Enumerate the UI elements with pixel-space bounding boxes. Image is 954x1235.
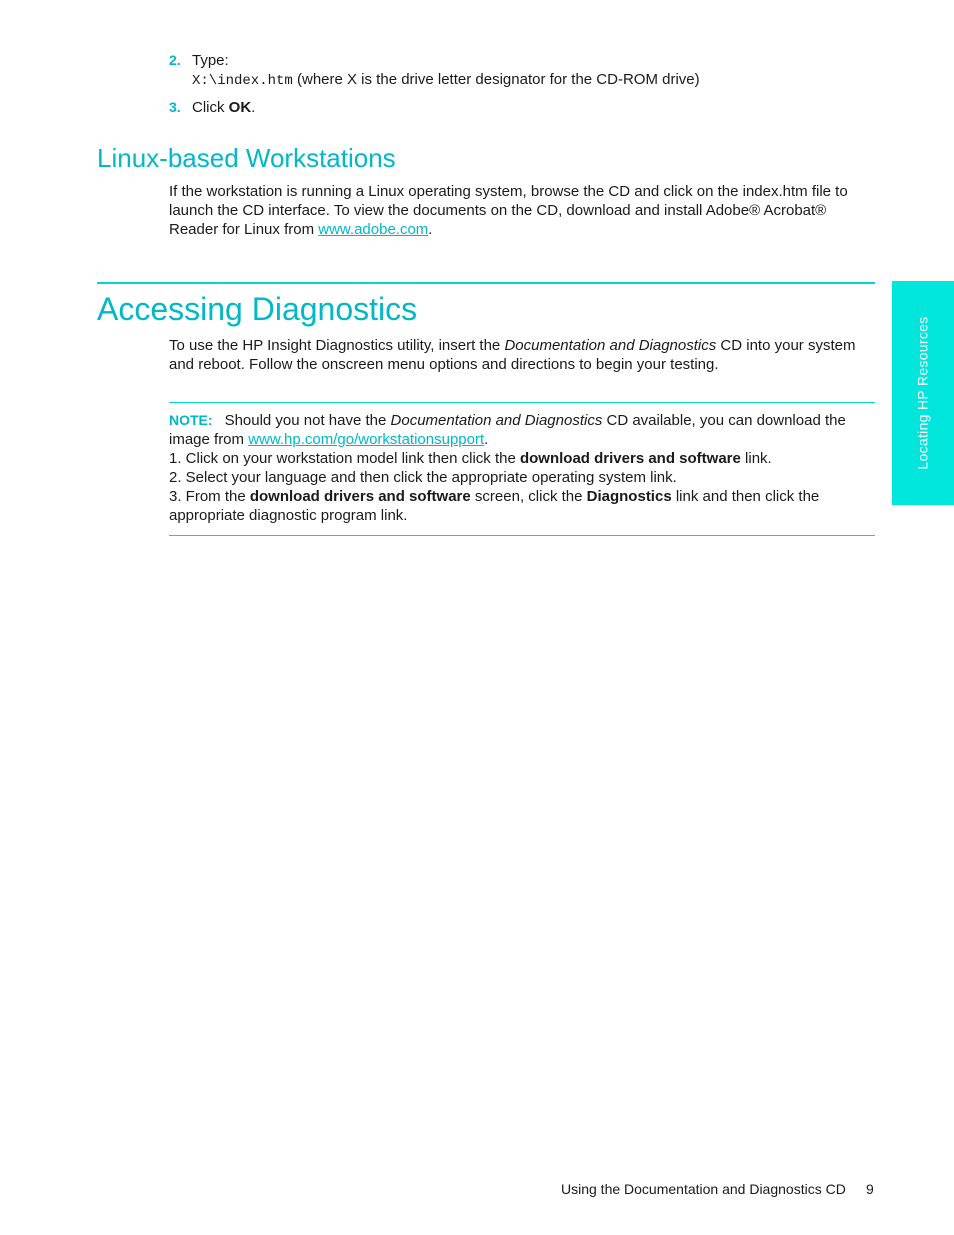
step-2 — [169, 51, 181, 70]
bold-term-2: Diagnostics — [586, 488, 672, 505]
section-rule — [97, 282, 875, 284]
note-top-rule — [169, 402, 875, 403]
linux-text: If the workstation is running a Linux operating system, browse the CD and click on the index.htm file to launch the CD interface. To view the documents on the CD, download and install Adobe® Acrobat® Reader for Linux from — [169, 183, 848, 238]
note-step-text-2: screen, click the — [470, 488, 587, 505]
note-step-text: 1. Click on your workstation model link then click the — [169, 450, 520, 467]
linux-paragraph — [169, 182, 875, 239]
diag-text: To use the HP Insight Diagnostics utility, insert the — [169, 337, 505, 354]
note-bottom-rule — [169, 535, 875, 536]
step-label: Type: — [192, 52, 229, 69]
note-step-text-3: link and then click the appropriate diagnostic program link. — [169, 488, 820, 524]
side-tab — [892, 281, 954, 505]
note-step-text: 3. From the — [169, 488, 250, 505]
step-note: (where X is the drive letter designator for the CD-ROM drive) — [292, 71, 700, 88]
adobe-link[interactable]: www.adobe.com — [318, 221, 429, 238]
hp-support-link[interactable]: www.hp.com/go/workstationsupport — [248, 431, 485, 448]
note-label: NOTE: — [169, 412, 213, 428]
note-text: Should you not have the — [224, 412, 391, 429]
note-step-text-2: link. — [740, 450, 772, 467]
note-text-2: CD available, you can download the image from — [169, 412, 846, 448]
footer-title: Using the Documentation and Diagnostics CD — [561, 1181, 846, 1197]
code-path: X:\index.htm — [192, 73, 293, 89]
note-step-1 — [169, 449, 875, 468]
diagnostics-heading: Accessing Diagnostics — [97, 291, 418, 327]
step-2-body — [192, 51, 882, 91]
step-command — [192, 70, 882, 91]
punct: . — [484, 431, 489, 448]
punct: . — [251, 99, 256, 116]
diag-text-2: CD into your system and reboot. Follow the onscreen menu options and directions to begin your testing. — [169, 337, 856, 373]
linux-heading: Linux-based Workstations — [97, 143, 396, 173]
cd-title: Documentation and Diagnostics — [504, 337, 717, 354]
note-line-1 — [169, 411, 875, 449]
bold-term: download drivers and software — [249, 488, 471, 505]
step-3 — [169, 98, 181, 117]
note-step-2: 2. Select your language and then click the appropriate operating system link. — [169, 469, 677, 486]
step-3-body — [192, 98, 255, 117]
note-box — [169, 411, 875, 525]
step-label: Click — [192, 99, 229, 116]
page-number: 9 — [866, 1181, 874, 1197]
step-number: 3. — [169, 99, 181, 115]
ok-label: OK — [228, 99, 252, 116]
bold-term: download drivers and software — [519, 450, 741, 467]
side-tab-label: Locating HP Resources — [914, 316, 931, 470]
step-number: 2. — [169, 52, 181, 68]
note-step-3 — [169, 487, 875, 525]
cd-title: Documentation and Diagnostics — [390, 412, 603, 429]
diagnostics-paragraph — [169, 336, 875, 374]
punct: . — [428, 221, 433, 238]
